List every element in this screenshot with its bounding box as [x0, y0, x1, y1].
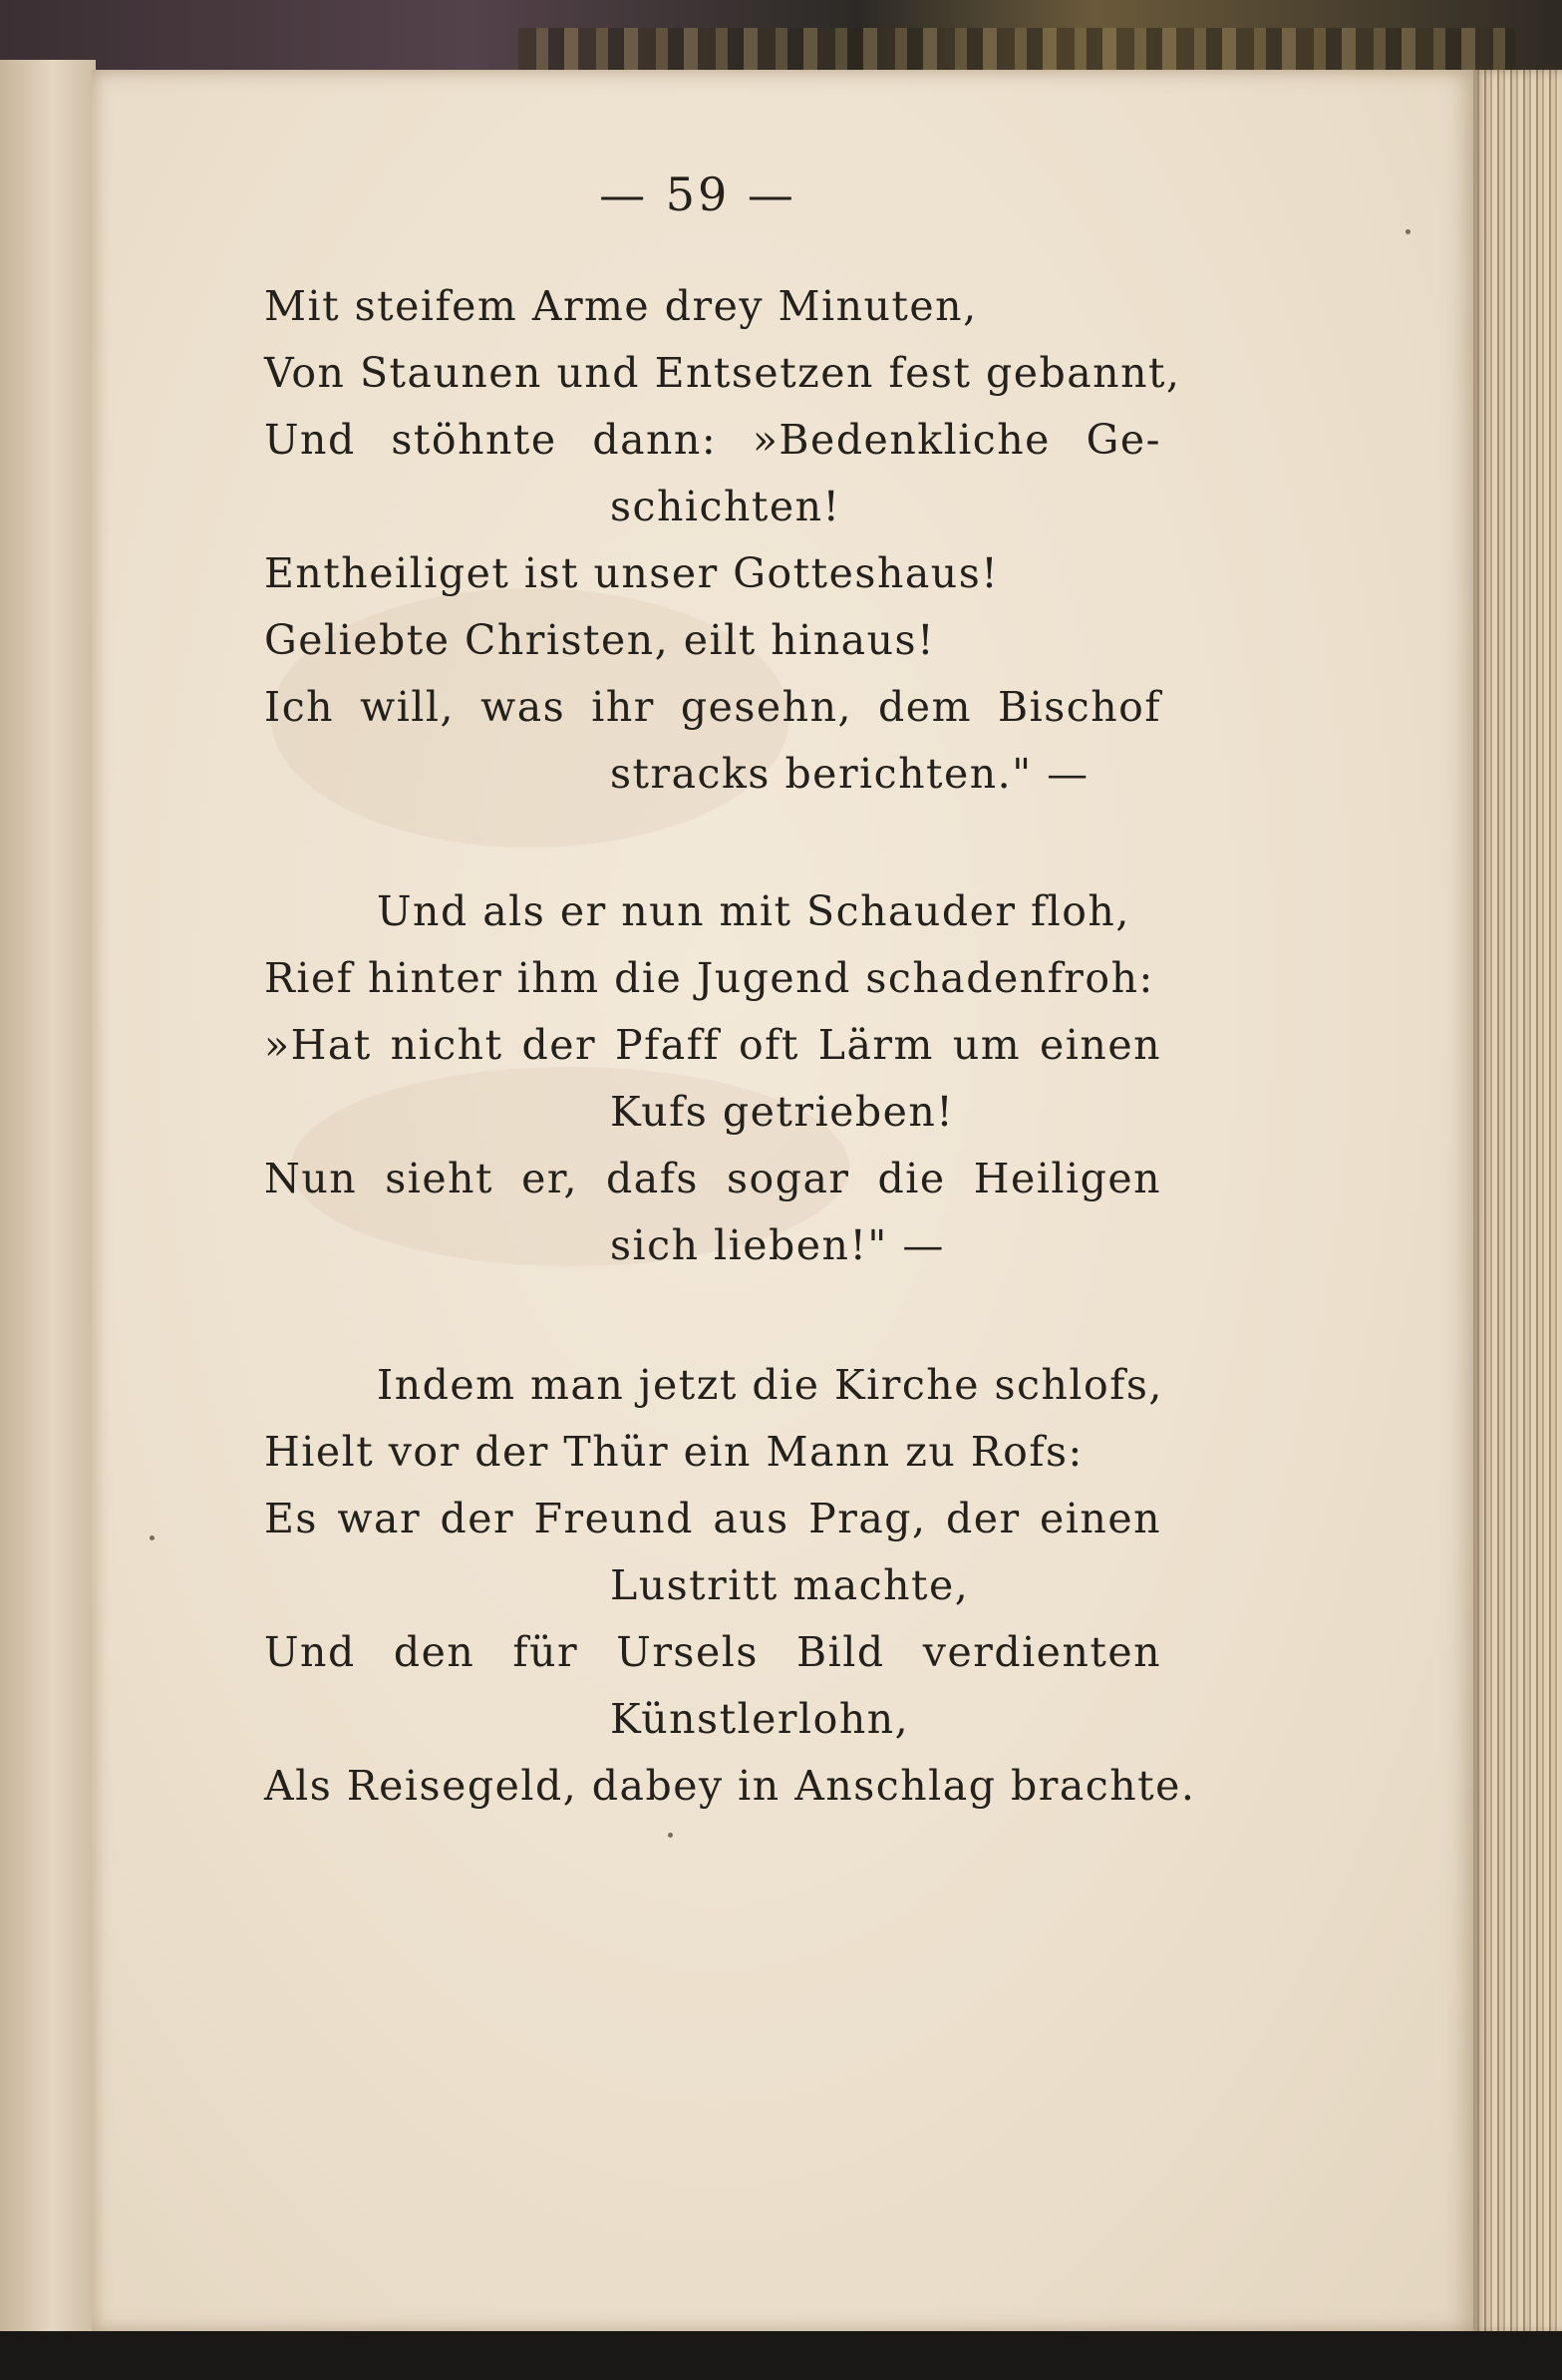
verse-line: Indem man jetzt die Kirche schlofs,: [377, 1361, 1163, 1409]
verse-line: Und stöhnte dann: »Bedenkliche Ge-: [264, 416, 1161, 464]
verse-line-continuation: Kufs getrieben!: [610, 1088, 955, 1136]
verse-line: Ich will, was ihr gesehn, dem Bischof: [264, 683, 1161, 731]
verse-line-continuation: stracks berichten." —: [610, 750, 1090, 798]
verse-line: Entheiliget ist unser Gotteshaus!: [264, 549, 1000, 597]
verse-line: Es war der Freund aus Prag, der einen: [264, 1495, 1161, 1542]
verse-line-continuation: schichten!: [610, 483, 841, 530]
verse-line: »Hat nicht der Pfaff oft Lärm um einen: [264, 1021, 1161, 1069]
verse-line: Und den für Ursels Bild verdienten: [264, 1628, 1161, 1676]
verse-line: Nun sieht er, dafs sogar die Heiligen: [264, 1155, 1161, 1202]
verse-line: Geliebte Christen, eilt hinaus!: [264, 616, 936, 664]
verse-line: Mit steifem Arme drey Minuten,: [264, 282, 978, 330]
verse-line: Von Staunen und Entsetzen fest gebannt,: [264, 349, 1181, 397]
verse-line: Hielt vor der Thür ein Mann zu Rofs:: [264, 1428, 1084, 1476]
verse-line-continuation: Lustritt machte,: [610, 1561, 970, 1609]
verse-line-continuation: Künstlerlohn,: [610, 1695, 910, 1743]
verse-line-continuation: sich lieben!" —: [610, 1221, 945, 1269]
verse-line: Als Reisegeld, dabey in Anschlag brachte.: [264, 1762, 1196, 1810]
verse-line: Rief hinter ihm die Jugend schadenfroh:: [264, 954, 1154, 1002]
page-number: — 59 —: [599, 168, 796, 221]
verse-line: Und als er nun mit Schauder floh,: [377, 887, 1130, 935]
